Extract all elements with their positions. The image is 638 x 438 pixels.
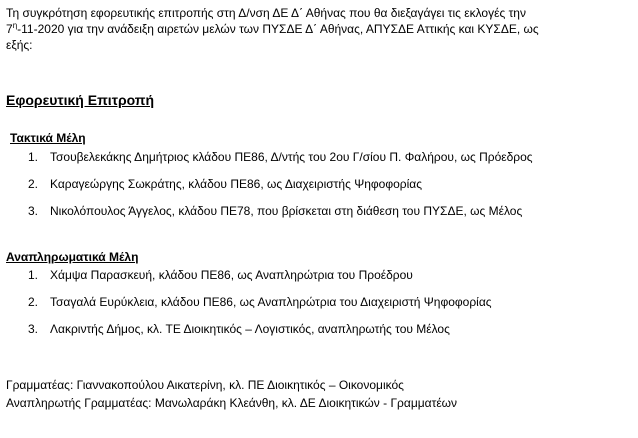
intro-line-2-rest: -11-2020 για την ανάδειξη αιρετών μελών των ΠΥΣΔΕ Δ΄ Αθήνας, ΑΠΥΣΔΕ Αττικής και ΚΥΣΔΕ, ως xyxy=(17,22,539,36)
item-number: 3. xyxy=(28,322,39,336)
secretary-line: Γραμματέας: Γιαννακοπούλου Αικατερίνη, κλ. ΠΕ Διοικητικός – Οικονομικός xyxy=(6,378,404,392)
alternate-secretary-line: Αναπληρωτής Γραμματέας: Μανωλαράκη Κλεάνθη, κλ. ΔΕ Διοικητικών - Γραμματέων xyxy=(6,396,458,410)
intro-line-1: Τη συγκρότηση εφορευτικής επιτροπής στη Δ/νση ΔΕ Δ΄ Αθήνας που θα διεξαγάγει τις εκλογές την xyxy=(6,6,526,20)
item-text: Τσαγαλά Ευρύκλεια, κλάδου ΠΕ86, ως Αναπληρώτρια του Διαχειριστή Ψηφοφορίας xyxy=(50,295,492,309)
list-item xyxy=(28,204,522,218)
item-text: Λακριντής Δήμος, κλ. ΤΕ Διοικητικός – Λογιστικός, αναπληρωτής του Μέλος xyxy=(50,322,450,336)
list-item xyxy=(28,295,492,309)
item-text: Χάμψα Παρασκευή, κλάδου ΠΕ86, ως Αναπληρώτρια του Προέδρου xyxy=(50,268,413,282)
intro-date-day: 7 xyxy=(6,22,13,36)
item-number: 2. xyxy=(28,295,39,309)
item-text: Τσουβελεκάκης Δημήτριος κλάδου ΠΕ86, Δ/ντής του 2ου Γ/σίου Π. Φαλήρου, ως Πρόεδρος xyxy=(50,150,533,164)
intro-line-3: εξής: xyxy=(6,38,33,52)
intro-date-superscript: η xyxy=(12,21,18,30)
item-text: Νικολόπουλος Άγγελος, κλάδου ΠΕ78, που βρίσκεται στη διάθεση του ΠΥΣΔΕ, ως Μέλος xyxy=(50,204,523,218)
alternate-members-heading: Αναπληρωματικά Μέλη xyxy=(6,250,139,264)
list-item xyxy=(28,177,422,191)
item-number: 1. xyxy=(28,268,39,282)
regular-members-heading: Τακτικά Μέλη xyxy=(10,131,86,145)
secretaries-block xyxy=(6,376,457,412)
item-number: 3. xyxy=(28,204,39,218)
intro-line-2 xyxy=(6,21,632,37)
item-text: Καραγεώργης Σωκράτης, κλάδου ΠΕ86, ως Διαχειριστής Ψηφοφορίας xyxy=(50,177,423,191)
list-item xyxy=(28,268,413,282)
intro-paragraph xyxy=(6,5,632,53)
item-number: 1. xyxy=(28,150,39,164)
list-item xyxy=(28,150,533,164)
list-item xyxy=(28,322,450,336)
committee-heading: Εφορευτική Επιτροπή xyxy=(6,92,155,108)
item-number: 2. xyxy=(28,177,39,191)
